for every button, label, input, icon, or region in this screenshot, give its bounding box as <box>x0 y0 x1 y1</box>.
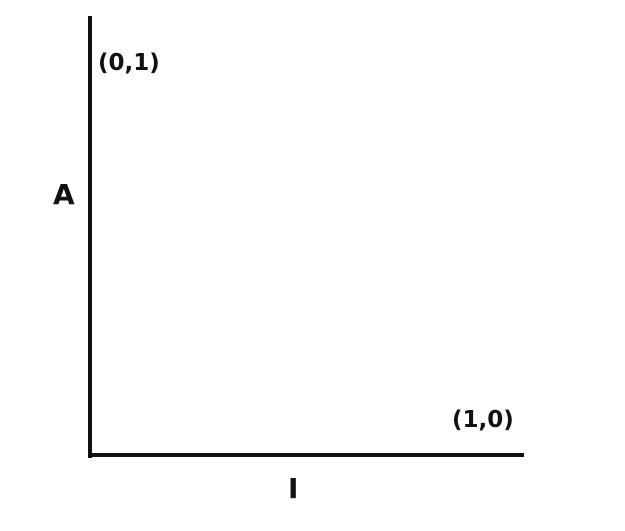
top-point-label: (0,1) <box>98 50 160 76</box>
y-axis-label: A <box>53 178 75 211</box>
x-axis-label: I <box>288 472 299 505</box>
right-point-label: (1,0) <box>452 407 514 433</box>
